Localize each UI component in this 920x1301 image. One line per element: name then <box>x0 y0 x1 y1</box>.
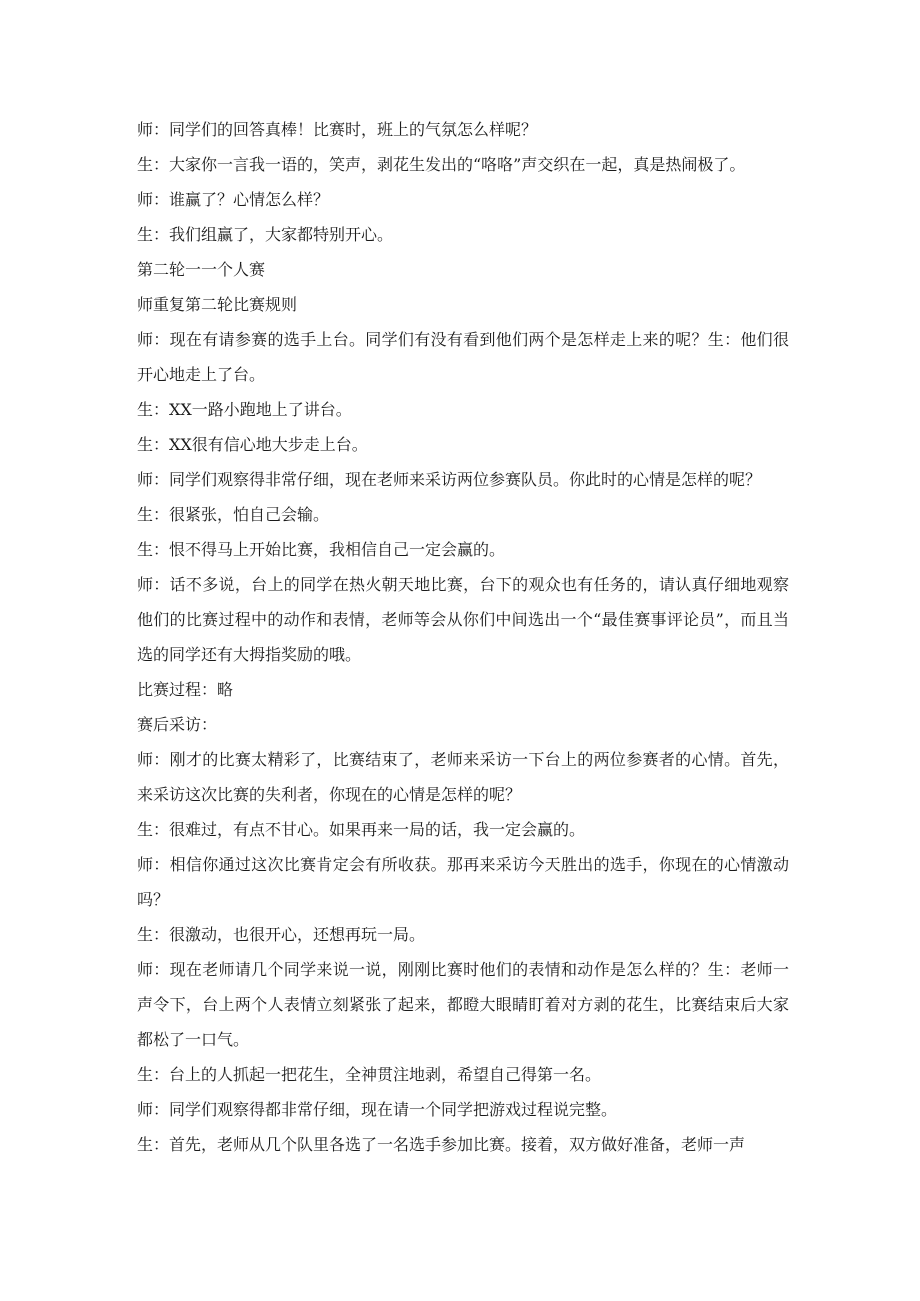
paragraph: 师：现在老师请几个同学来说一说，刚刚比赛时他们的表情和动作是怎么样的？生：老师一声令下，台上两个人表情立刻紧张了起来，都瞪大眼睛盯着对方剥的花生，比赛结束后大家都松了一口气。 <box>137 960 789 1049</box>
paragraph: 师：现在有请参赛的选手上台。同学们有没有看到他们两个是怎样走上来的呢？生：他们很开心地走上了台。 <box>137 330 789 384</box>
paragraph: 师：刚才的比赛太精彩了，比赛结束了，老师来采访一下台上的两位参赛者的心情。首先，来采访这次比赛的失利者，你现在的心情是怎样的呢？ <box>137 750 789 804</box>
paragraph: 师：相信你通过这次比赛肯定会有所收获。那再来采访今天胜出的选手，你现在的心情激动吗？ <box>137 855 789 909</box>
paragraph: 生：很紧张，怕自己会输。 <box>137 505 330 524</box>
paragraph: 生：首先，老师从几个队里各选了一名选手参加比赛。接着，双方做好准备，老师一声 <box>137 1135 746 1154</box>
paragraph: 生：大家你一言我一语的，笑声，剥花生发出的“咯咯”声交织在一起，真是热闹极了。 <box>137 155 746 174</box>
paragraph: 生：XX一路小跑地上了讲台。 <box>137 400 352 419</box>
paragraph: 师：同学们观察得非常仔细，现在老师来采访两位参赛队员。你此时的心情是怎样的呢？ <box>137 470 762 489</box>
paragraph: 师：谁赢了？心情怎么样？ <box>137 190 330 209</box>
paragraph: 师：话不多说，台上的同学在热火朝天地比赛，台下的观众也有任务的，请认真仔细地观察他们的比赛过程中的动作和表情，老师等会从你们中间选出一个“最佳赛事评论员”，而且当选的同学还有大拇指奖励的哦。 <box>137 575 789 664</box>
paragraph: 赛后采访： <box>137 715 218 734</box>
paragraph: 师：同学们观察得都非常仔细，现在请一个同学把游戏过程说完整。 <box>137 1100 618 1119</box>
paragraph: 生：很难过，有点不甘心。如果再来一局的话，我一定会赢的。 <box>137 820 586 839</box>
paragraph: 师：同学们的回答真棒！比赛时，班上的气氛怎么样呢？ <box>137 120 538 139</box>
paragraph: 生：XX很有信心地大步走上台。 <box>137 435 368 454</box>
paragraph: 比赛过程：略 <box>137 680 234 699</box>
paragraph: 师重复第二轮比赛规则 <box>137 295 298 314</box>
paragraph: 生：台上的人抓起一把花生，全神贯注地剥，希望自己得第一名。 <box>137 1065 602 1084</box>
paragraph: 生：恨不得马上开始比赛，我相信自己一定会赢的。 <box>137 540 506 559</box>
document-body <box>137 112 789 1162</box>
section-heading: 第二轮一一个人赛 <box>137 260 266 279</box>
paragraph: 生：我们组赢了，大家都特别开心。 <box>137 225 394 244</box>
paragraph: 生：很激动，也很开心，还想再玩一局。 <box>137 925 426 944</box>
